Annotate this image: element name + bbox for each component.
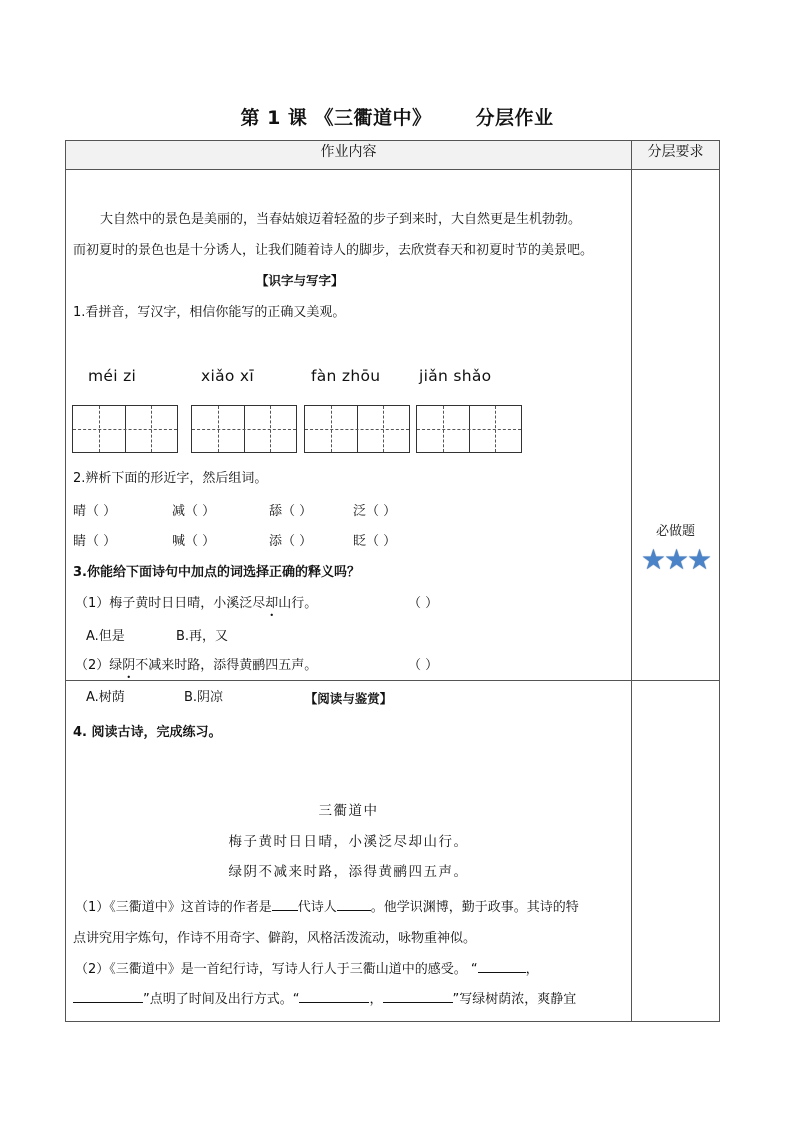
dotted-char-yin: 阴 [122,658,136,673]
pinyin-3: fàn zhōu [311,367,381,385]
required-label: 必做题 [655,524,695,539]
writing-grid-4[interactable] [416,405,522,453]
pair-row2-4[interactable]: 眨（ ） [353,534,397,549]
poem-title: 三衢道中 [318,803,379,819]
poem-line-1: 梅子黄时日日晴，小溪泛尽却山行。 [228,834,469,850]
poem-line-2: 绿阴不减来时路，添得黄鹂四五声。 [228,864,469,880]
homework-table [65,140,720,1022]
item-2-option-a: A.树荫 [86,690,125,705]
pinyin-2: xiǎo xī [201,367,254,385]
section-heading-literacy: 【识字与写字】 [256,273,344,288]
level-cell-reading [632,681,720,1022]
blank-dynasty[interactable] [272,898,298,911]
header-content: 作业内容 [66,141,632,170]
item-1-answer-paren[interactable]: （ ） [408,596,439,611]
pinyin-4: jiǎn shǎo [419,367,492,385]
homework-subtitle: 分层作业 [475,107,554,129]
page-title [0,103,794,130]
content-cell-reading [66,681,632,1022]
question-1: 1.看拼音，写汉字，相信你能写的正确又美观。 [73,305,346,320]
intro-line-1: 大自然中的景色是美丽的，当春姑娘迈着轻盈的步子到来时，大自然更是生机勃勃。 [100,212,582,227]
pair-row2-1[interactable]: 睛（ ） [73,534,117,549]
pinyin-1: méi zi [88,367,137,385]
blank-quote-2[interactable] [73,990,143,1003]
section-heading-reading: 【阅读与鉴赏】 [304,691,393,706]
pair-row2-2[interactable]: 喊（ ） [172,534,216,549]
item-1-option-b: B.再，又 [176,629,229,644]
item-1-sentence: （1）梅子黄时日日晴，小溪泛尽却山行。 [75,592,317,611]
blank-quote-1[interactable] [478,960,526,973]
passage-1-line-1: （1）《三衢道中》这首诗的作者是 代诗人 。他学识渊博，勤于政事。其诗的特 [75,900,579,915]
pair-row1-4[interactable]: 泛（ ） [353,504,397,519]
passage-2-line-1: （2）《三衢道中》是一首纪行诗，写诗人行人于三衢山道中的感受。 “ ， [75,962,539,977]
question-2: 2.辨析下面的形近字，然后组词。 [73,471,268,486]
blank-quote-4[interactable] [383,990,453,1003]
writing-grid-2[interactable] [191,405,297,453]
pair-row1-3[interactable]: 舔（ ） [269,504,313,519]
intro-line-2: 而初夏时的景色也是十分诱人，让我们随着诗人的脚步，去欣赏春天和初夏时节的美景吧。 [73,243,594,258]
dotted-char-que: 却 [265,596,279,611]
blank-quote-3[interactable] [299,990,369,1003]
writing-grid-3[interactable] [304,405,410,453]
three-star-rating-icon: ★★★ [640,543,711,576]
header-level: 分层要求 [632,141,720,170]
pair-row1-1[interactable]: 晴（ ） [73,504,117,519]
pair-row1-2[interactable]: 减（ ） [172,504,216,519]
question-4: 4. 阅读古诗，完成练习。 [73,725,222,740]
item-2-option-b: B.阴凉 [184,690,224,705]
level-cell-required [632,170,720,681]
passage-1-line-2: 点讲究用字炼句，作诗不用奇字、僻韵，风格活泼流动，咏物重神似。 [73,931,477,946]
passage-2-line-2: ”点明了时间及出行方式。“ ， ”写绿树荫浓，爽静宜 [73,988,576,1007]
writing-grid-1[interactable] [72,405,178,453]
item-2-answer-paren[interactable]: （ ） [408,658,439,673]
question-3: 3.你能给下面诗句中加点的词选择正确的释义吗？ [73,565,360,580]
lesson-title: 第 1 课 《三衢道中》 [240,107,432,129]
item-2-sentence: （2）绿阴不减来时路，添得黄鹂四五声。 [75,654,317,673]
item-1-option-a: A.但是 [86,629,125,644]
pair-row2-3[interactable]: 添（ ） [269,534,313,549]
blank-poet[interactable] [337,898,371,911]
